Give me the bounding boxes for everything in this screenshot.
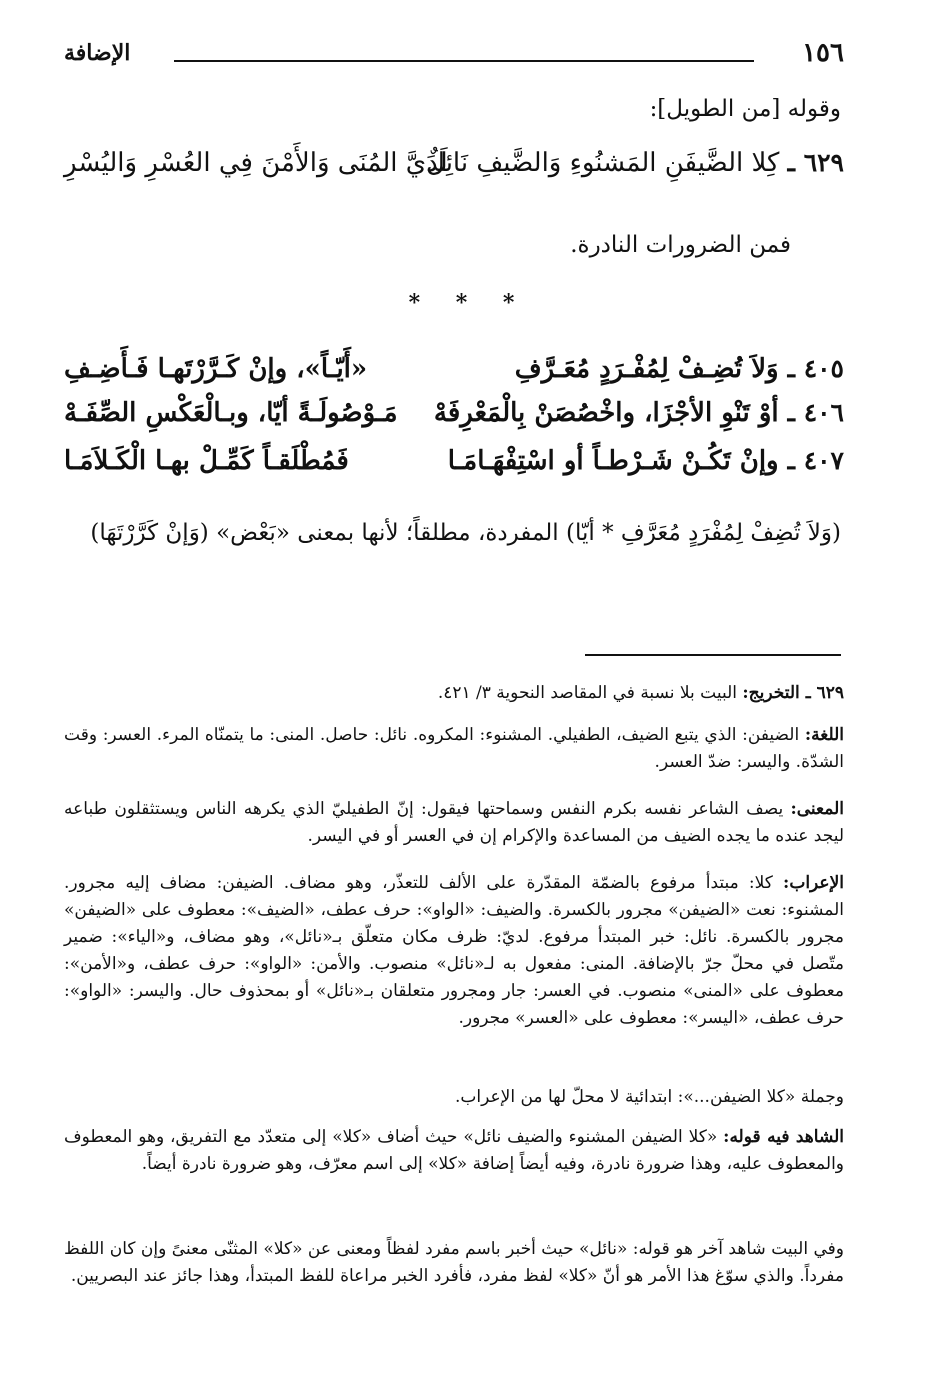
footnote-text: «كلا الضيفن المشنوء والضيف نائل» حيث أضاف «كلا» إلى متعدّد مع التفريق، وهو المعطوف والمعطوف عليه، وهذا ضرورة نادرة، وفيه أيضاً إضافة «كلا» إلى اسم معرّف، وهو ضرورة نادرة أيضاً. — [64, 1127, 844, 1174]
footnote-lugha — [64, 722, 844, 776]
verse-629-second-hemistich: لَدَيَّ المُنَى وَالأَمْنَ فِي العُسْرِ وَاليُسْرِ — [64, 148, 448, 178]
footnote-irab — [64, 870, 844, 1032]
footnote-text: الضيفن: الذي يتبع الضيف، الطفيلي. المشنوء: المكروه. نائل: حاصل. المنى: ما يتمنّاه المرء. العسر: وقت الشدّة. واليسر: ضدّ العسر. — [64, 725, 844, 772]
footnote-text: يصف الشاعر نفسه بكرم النفس وسماحتها فيقول: إنّ الطفيليّ الذي يكرهه الناس ويستثقلون طباعه ليجد عنده ما يجده الضيف من المساعدة والإكرام إن في العسر أو في اليسر. — [64, 799, 844, 846]
poem-verse-first-hemistich — [448, 446, 844, 476]
footnote-extra: وفي البيت شاهد آخر هو قوله: «نائل» حيث أخبر باسم مفرد لفظاً ومعنى عن «كلا» المثنّى معنىً وإن كان اللفظ مفرداً. والذي سوّغ هذا الأمر هو أنّ «كلا» لفظ مفرد، فأفرد الخبر مراعاة للفظ المبتدأ، وهذا جائز عند البصريين. — [64, 1239, 844, 1286]
poem-verse-second-hemistich: «أَيّـاً»، وإنْ كَـرَّرْتَهـا فَـأَضِـفِ — [64, 354, 368, 384]
poem-verse-407 — [64, 446, 844, 490]
poem-verse-second-hemistich: فَمُطْلَقـاً كَمِّـلْ بهـا الْكَـلاَمَـا — [64, 446, 349, 476]
footnote-text: كلا: مبتدأ مرفوع بالضمّة المقدّرة على الألف للتعذّر، وهو مضاف. الضيفن: مضاف إليه مجرور. المشنوء: نعت «الضيفن» مجرور بالكسرة. والضيف: «الواو»: حرف عطف، «الضيف»: معطوف على «الضيفن» مجرور بالكسرة. نائل: خبر المبتدأ مرفوع. لديّ: ظرف مكان متعلّق بـ«نائل»، وهو مضاف، و«الياء»: ضمير متّصل في محلّ جرّ بالإضافة. المنى: مفعول به لـ«نائل» منصوب. والأمن: «الواو»: حرف عطف، و«الأمن»: معطوف على «المنى» منصوب. في العسر: جار ومجرور متعلقان بـ«نائل» أو بمحذوف حال. واليسر: «الواو»: حرف عطف، «اليسر»: معطوف على «العسر» مجرور. — [64, 873, 844, 1028]
poem-verse-first-text: وإنْ تَكُـنْ شَـرْطـاً أو اسْتِفْهَـامَـا — [447, 446, 779, 476]
verse-intro: وقوله [من الطويل]: — [649, 96, 841, 122]
poem-verse-second-hemistich: مَـوْصُولَـةً أيّا، وبـالْعَكْسِ الصِّفَـهْ — [64, 398, 398, 428]
footnote-separator — [585, 654, 841, 656]
poem-verse-405 — [64, 354, 844, 398]
poem-verse-number: ٤٠٦ ـ — [787, 398, 844, 427]
poem-verse-number: ٤٠٧ ـ — [787, 446, 844, 475]
footnote-shahid — [64, 1124, 844, 1178]
verse-629-first-hemistich — [426, 148, 844, 178]
verse-629 — [64, 148, 844, 192]
poem-verse-first-hemistich — [434, 398, 844, 428]
page-number: ١٥٦ — [802, 38, 844, 68]
footnote-label: ٦٢٩ ـ التخريج: — [742, 683, 844, 703]
footnote-jumla: وجملة «كلا الضيفن...»: ابتدائية لا محلّ لها من الإعراب. — [455, 1087, 844, 1107]
header-rule — [174, 60, 754, 62]
verse-629-number: ٦٢٩ ـ — [787, 148, 844, 177]
footnote-takhrij — [64, 680, 844, 707]
poem-verse-406 — [64, 398, 844, 442]
page-header — [64, 38, 844, 78]
chapter-title: الإضافة — [64, 40, 131, 66]
poem-verse-number: ٤٠٥ ـ — [787, 354, 844, 383]
poem-verse-first-hemistich — [515, 354, 844, 384]
footnote-label: الشاهد فيه قوله: — [723, 1127, 845, 1147]
poem-verse-first-text: أوْ تَنْوِ الأجْزَا، واخْصُصَنْ بِالْمَعْرِفَهْ — [433, 398, 779, 428]
rare-note: فمن الضرورات النادرة. — [570, 232, 791, 258]
poem-verse-first-text: وَلاَ تُضِـفْ لِمُفْـرَدٍ مُعَـرَّفِ — [514, 354, 779, 384]
section-separator: * * * — [408, 290, 529, 316]
footnote-label: اللغة: — [804, 725, 844, 745]
verse-629-first-text: كِلا الضَّيفَنِ المَشنُوءِ وَالضَّيفِ نَائِلٌ — [426, 148, 780, 178]
footnote-label: الإعراب: — [783, 873, 844, 893]
footnote-label: المعنى: — [790, 799, 844, 819]
footnote-text: البيت بلا نسبة في المقاصد النحوية ٣/ ٤٢١. — [437, 683, 737, 703]
footnote-maana — [64, 796, 844, 850]
commentary-text: (وَلاَ تُضِفْ لِمُفْرَدٍ مُعَرَّفِ * أيّا) المفردة، مطلقاً؛ لأنها بمعنى «بَعْض» (وَإنْ كَرَّرْتَهَا) — [90, 520, 841, 546]
